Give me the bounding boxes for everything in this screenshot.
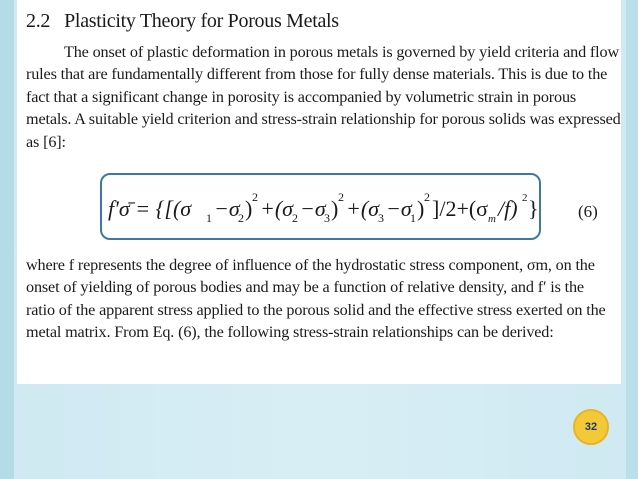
paragraph-line: The onset of plastic deformation in porous metals is governed by yield criteria and flow: [64, 43, 620, 61]
page-number-badge: 32: [573, 409, 609, 445]
section-heading: [26, 10, 339, 33]
svg-text:3: 3: [378, 211, 384, 225]
svg-text:): ): [417, 196, 425, 221]
svg-text:+(σ: +(σ: [346, 196, 380, 221]
paragraph-explanation: [26, 254, 618, 344]
right-decorative-bar: [626, 0, 638, 479]
paragraph-line: rules that are fundamentally different from those for fully dense materials. This is due to the: [26, 65, 608, 84]
paragraph-line: where f represents the degree of influence of the hydrostatic stress component, σm, on the: [26, 256, 595, 274]
svg-text:1: 1: [410, 211, 416, 225]
paragraph-line: metals. A suitable yield criterion and stress-strain relationship for porous solids was expressed: [26, 110, 621, 129]
paragraph-line: onset of yielding of porous bodies and may be a function of relative density, and f′ is the: [26, 278, 584, 297]
svg-text:2: 2: [238, 211, 244, 225]
equation-box: [100, 173, 541, 240]
svg-text:−σ: −σ: [386, 196, 412, 221]
svg-text:−σ: −σ: [300, 196, 326, 221]
yield-criterion-equation: [102, 175, 539, 238]
svg-text:f′σ̄ = {[(σ: f′σ̄ = {[(σ: [108, 196, 192, 221]
svg-text:m: m: [488, 213, 496, 225]
svg-text:2: 2: [338, 190, 344, 204]
svg-text:+(σ: +(σ: [260, 196, 294, 221]
svg-text:): ): [331, 196, 339, 221]
equation-number: (6): [578, 202, 598, 221]
svg-text:−σ: −σ: [214, 196, 240, 221]
svg-text:/f): /f): [498, 196, 518, 221]
svg-text:}: }: [528, 196, 539, 221]
paragraph-line: as [6]:: [26, 132, 66, 151]
paragraph-intro: [26, 41, 621, 153]
svg-text:2: 2: [424, 190, 430, 204]
section-number: 2.2: [26, 10, 51, 32]
document-page: [17, 0, 621, 384]
svg-text:2: 2: [252, 190, 258, 204]
svg-text:3: 3: [324, 211, 330, 225]
svg-text:2: 2: [292, 211, 298, 225]
svg-text:): ): [245, 196, 253, 221]
paragraph-line: fact that a significant change in porosity is accompanied by volumetric strain in porous: [26, 87, 577, 106]
paragraph-line: metal matrix. From Eq. (6), the following stress-strain relationships can be derived:: [26, 323, 554, 342]
paragraph-line: ratio of the apparent stress applied to the porous solid and the effective stress exerted on the: [26, 300, 606, 319]
section-title: Plasticity Theory for Porous Metals: [64, 10, 339, 32]
svg-text:]/2+(σ: ]/2+(σ: [432, 196, 489, 221]
svg-text:1: 1: [206, 211, 212, 225]
svg-text:2: 2: [522, 192, 528, 204]
left-decorative-bar: [0, 0, 14, 479]
